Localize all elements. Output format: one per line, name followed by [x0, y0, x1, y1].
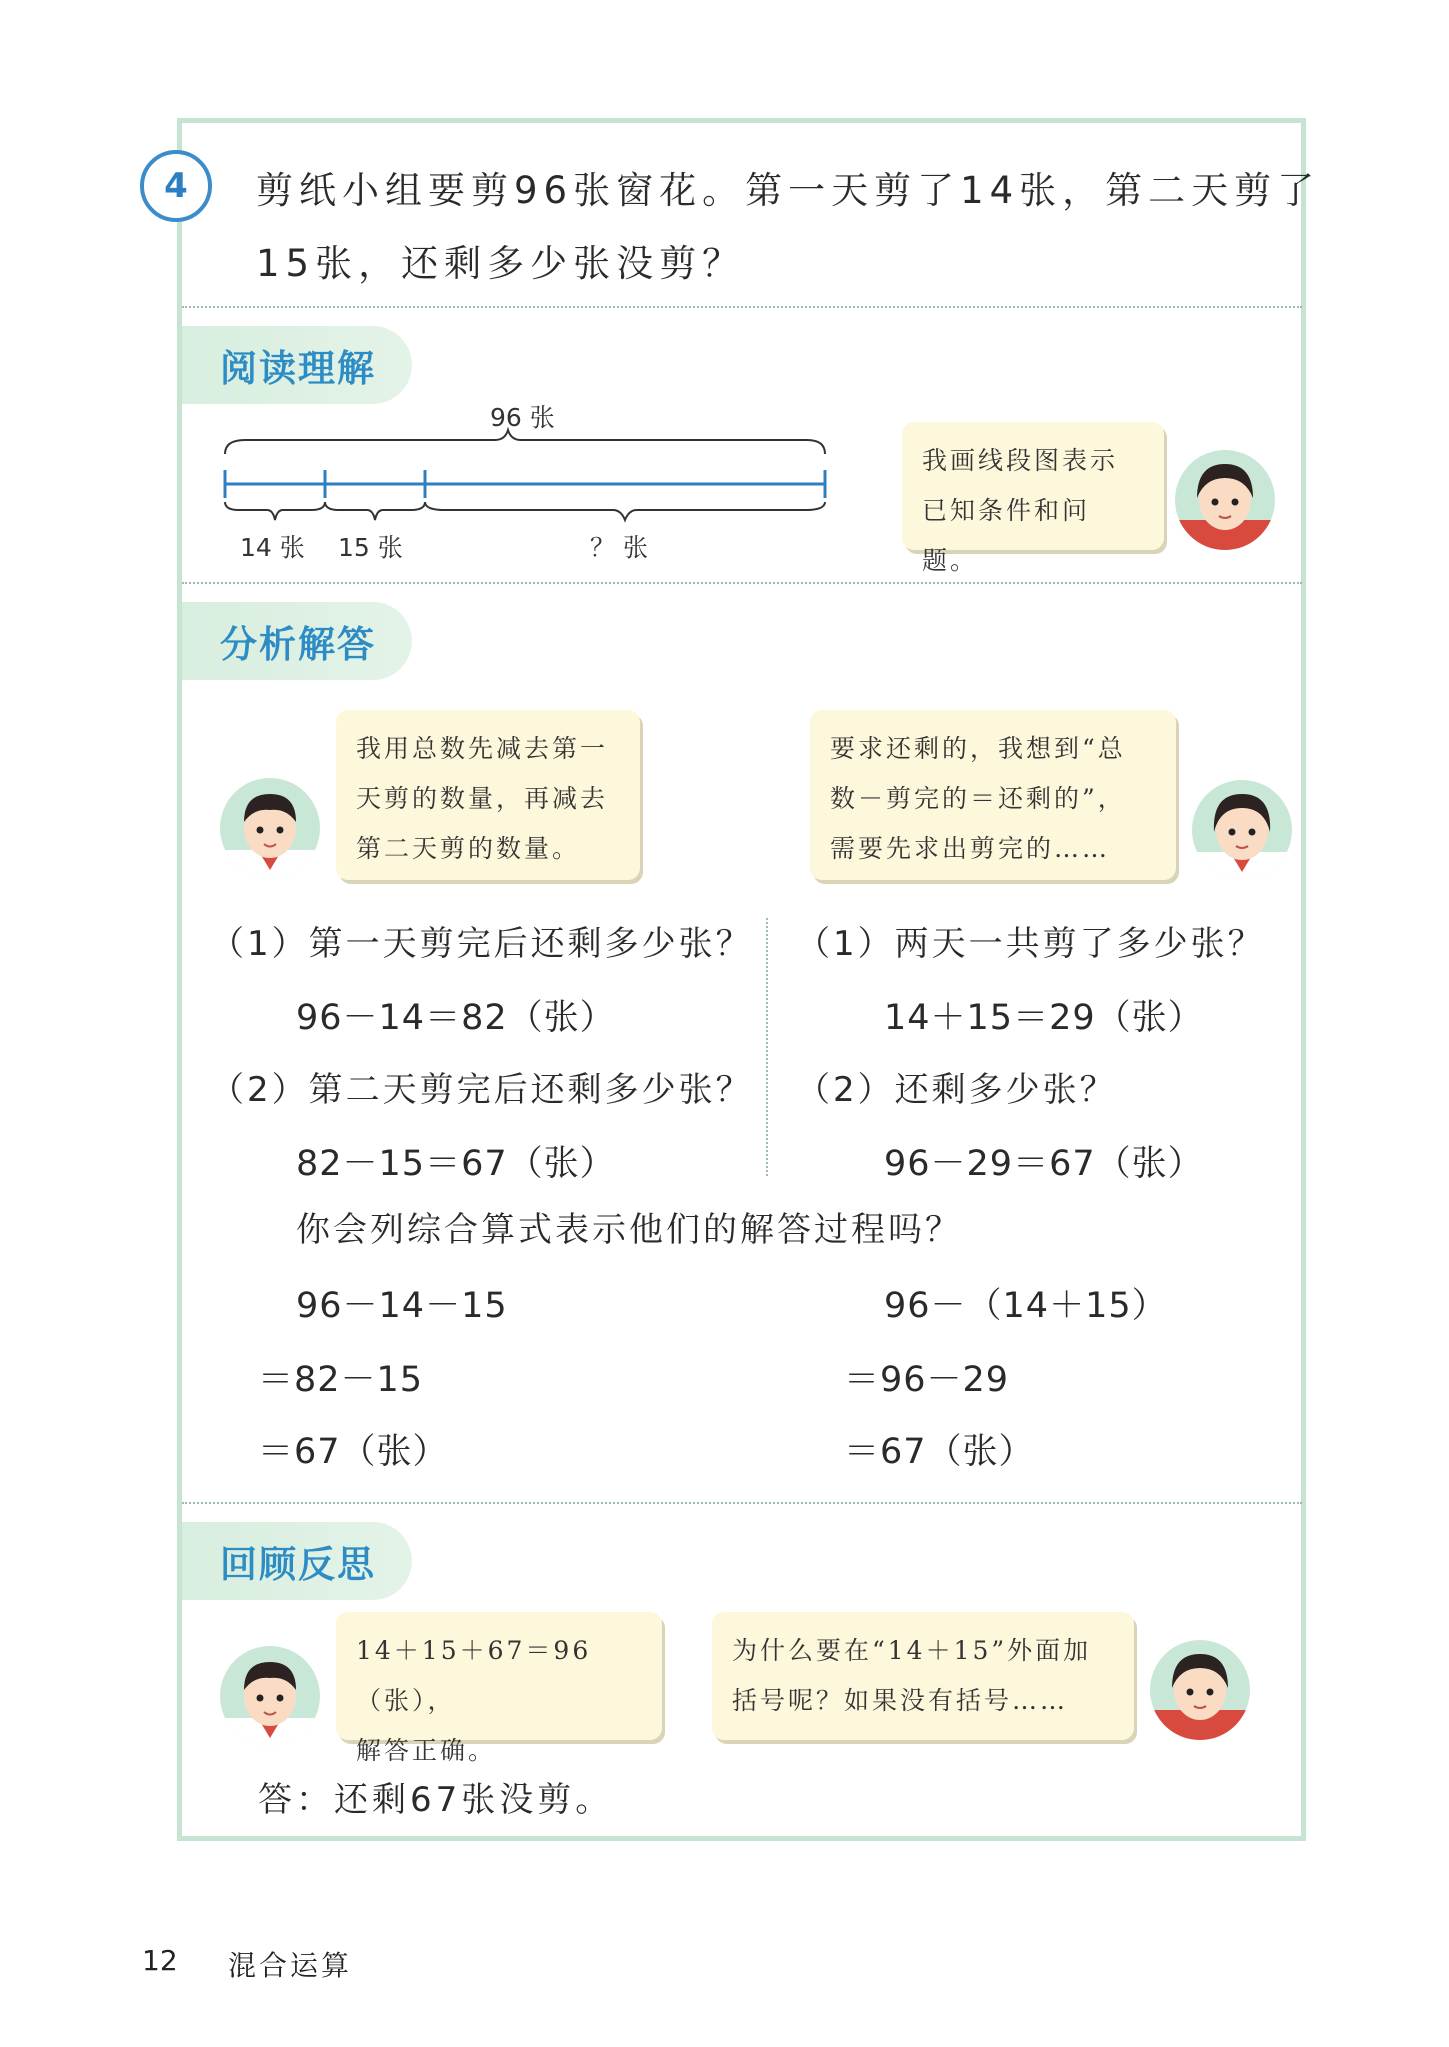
- bubble-line: 已知条件和问题。: [922, 496, 1091, 575]
- girl-avatar: [1175, 450, 1275, 550]
- girl-face-icon: [1175, 450, 1275, 550]
- right-step1-equation: 14＋15＝29（张）: [884, 998, 1204, 1038]
- boy-face-icon: [220, 1646, 320, 1746]
- section-title-analysis: 分析解答: [182, 602, 412, 680]
- girl-avatar-3: [1150, 1640, 1250, 1740]
- bubble-line: 解答正确。: [356, 1736, 497, 1765]
- method-divider: [766, 918, 768, 1176]
- bubble-line: 数－剪完的＝还剩的”，: [830, 784, 1126, 813]
- diagram-seg3-label: ？ 张: [590, 533, 648, 562]
- left-step1-equation: 96－14＝82（张）: [296, 998, 616, 1038]
- combined-question: 你会列综合算式表示他们的解答过程吗？: [296, 1210, 962, 1250]
- speech-bubble-review-boy: [336, 1612, 662, 1765]
- left-step2-question: （2）第二天剪完后还剩多少张？: [210, 1070, 753, 1110]
- brace-14: [225, 502, 325, 520]
- speech-bubble-analysis-girl: [810, 710, 1176, 880]
- left-step2-equation: 82－15＝67（张）: [296, 1144, 616, 1184]
- combined-left-line-1: 96－14－15: [296, 1286, 508, 1326]
- boy-avatar: [220, 778, 320, 878]
- right-step1-question: （1）两天一共剪了多少张？: [796, 924, 1265, 964]
- diagram-seg2-label: 15 张: [338, 533, 403, 562]
- girl-face-icon: [1192, 780, 1292, 880]
- section-title-reading: 阅读理解: [182, 326, 412, 404]
- boy-avatar-2: [220, 1646, 320, 1746]
- speech-bubble-analysis-boy: [336, 710, 640, 880]
- page-number: 12: [142, 1944, 178, 1977]
- speech-bubble-review-girl: [712, 1612, 1134, 1740]
- chapter-title: 混合运算: [228, 1949, 353, 1982]
- bubble-line: 第二天剪的数量。: [356, 834, 581, 863]
- bubble-line: 为什么要在“14＋15”外面加: [732, 1636, 1092, 1665]
- divider: [182, 582, 1302, 584]
- problem-text-line-1: 剪纸小组要剪96张窗花。第一天剪了14张，第二天剪了: [256, 169, 1321, 212]
- bubble-line: 天剪的数量，再减去: [356, 784, 609, 813]
- section-title-review: 回顾反思: [182, 1522, 412, 1600]
- bubble-line: 需要先求出剪完的……: [830, 834, 1111, 863]
- right-step2-question: （2）还剩多少张？: [796, 1070, 1117, 1110]
- girl-avatar-2: [1192, 780, 1292, 880]
- diagram-total-label: 96 张: [490, 403, 555, 432]
- bubble-line: 14＋15＋67＝96（张），: [356, 1636, 592, 1715]
- divider: [182, 306, 1302, 308]
- bubble-line: 括号呢？如果没有括号……: [732, 1686, 1069, 1715]
- brace-15: [325, 502, 425, 520]
- right-step2-equation: 96－29＝67（张）: [884, 1144, 1204, 1184]
- bubble-line: 我用总数先减去第一: [356, 734, 609, 763]
- problem-text-line-2: 15张，还剩多少张没剪？: [256, 242, 746, 285]
- divider: [182, 1502, 1302, 1504]
- diagram-seg1-label: 14 张: [240, 533, 305, 562]
- combined-left-line-3: ＝67（张）: [258, 1432, 449, 1472]
- boy-face-icon: [220, 778, 320, 878]
- brace-unknown: [425, 502, 825, 520]
- bubble-line: 要求还剩的，我想到“总: [830, 734, 1126, 763]
- answer-text: 答：还剩67张没剪。: [258, 1780, 614, 1820]
- speech-bubble-reading: [902, 422, 1164, 575]
- girl-face-icon: [1150, 1640, 1250, 1740]
- problem-number-badge: 4: [140, 150, 212, 222]
- combined-left-line-2: ＝82－15: [258, 1360, 424, 1400]
- combined-right-line-1: 96－（14＋15）: [884, 1286, 1168, 1326]
- left-step1-question: （1）第一天剪完后还剩多少张？: [210, 924, 753, 964]
- combined-right-line-3: ＝67（张）: [844, 1432, 1035, 1472]
- combined-right-line-2: ＝96－29: [844, 1360, 1010, 1400]
- bubble-line: 我画线段图表示: [922, 446, 1119, 475]
